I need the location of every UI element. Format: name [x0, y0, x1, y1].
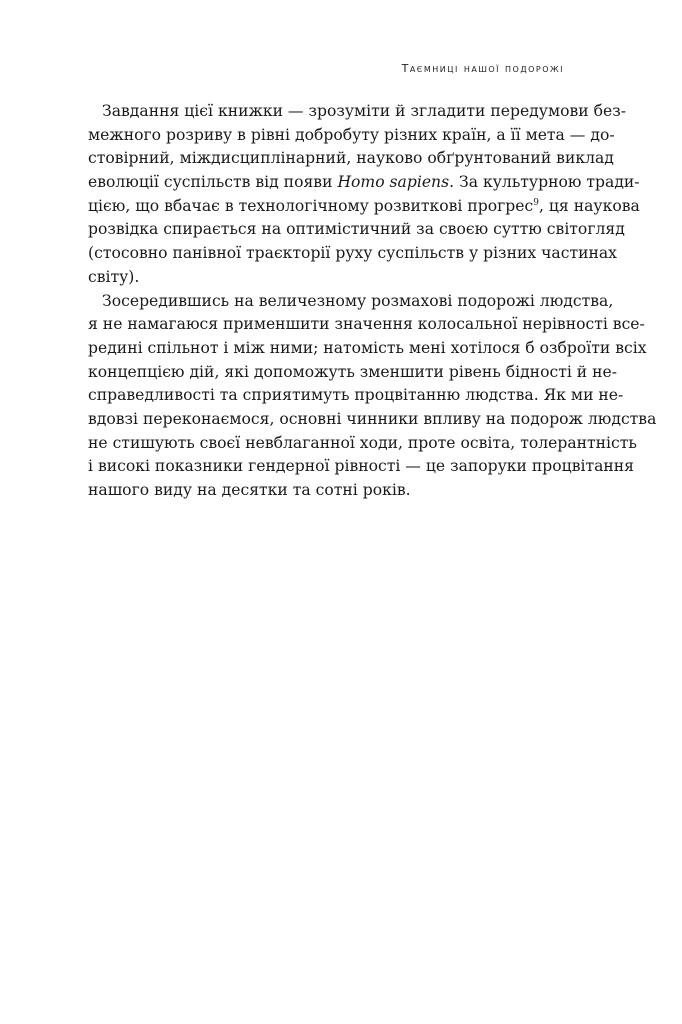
text-segment: цією, що вбачає в технологічному розвиткові прогрес: [88, 196, 534, 215]
text-line: справедливості та сприятимуть процвітанню людства. Як ми не-: [88, 386, 624, 405]
text-line: концепцією дій, які допоможуть зменшити рівень бідності й не-: [88, 362, 618, 381]
text-line: (стосовно панівної траєкторії руху суспільств у різних частинах: [88, 244, 617, 263]
text-line: вдовзі переконаємося, основні чинники впливу на подорож людства: [88, 409, 657, 428]
running-header: Таємниці нашої подорожі: [401, 62, 564, 75]
text-line: нашого виду на десятки та сотні років.: [88, 481, 411, 499]
text-line: не стишують своєї невблаганної ходи, проте освіта, толерантність: [88, 433, 637, 452]
text-line: Зосередившись на величезному розмахові подорожі людства,: [102, 291, 614, 310]
text-line: [88, 195, 640, 219]
text-segment: , ця наукова: [538, 196, 640, 215]
text-line: редині спільнот і між ними; натомість мені хотілося б озброїти всіх: [88, 338, 647, 357]
text-segment: еволюції суспільств від появи: [88, 173, 333, 192]
text-line: світу).: [88, 267, 140, 286]
text-line: я не намагаюся применшити значення колосальної нерівності все-: [88, 315, 645, 334]
text-line: стовірний, міждисциплінарний, науково обґрунтований виклад: [88, 149, 614, 168]
body-text: [88, 100, 657, 503]
italic-term: Homo sapiens: [337, 173, 450, 192]
text-line: і високі показники гендерної рівності — це запоруки процвітання: [88, 457, 635, 476]
paragraph-2: [88, 290, 657, 503]
text-line: межного розриву в рівні добробуту різних країн, а її мета — до-: [88, 125, 615, 144]
text-line: розвідка спирається на оптимістичний за своєю суттю світогляд: [88, 220, 625, 239]
footnote-ref[interactable]: 9: [533, 197, 539, 208]
text-line: Завдання цієї книжки — зрозуміти й згладити передумови без-: [102, 102, 626, 120]
text-line: [88, 171, 640, 195]
paragraph-1: [88, 100, 640, 290]
text-segment: . За культурною тради-: [449, 173, 640, 192]
